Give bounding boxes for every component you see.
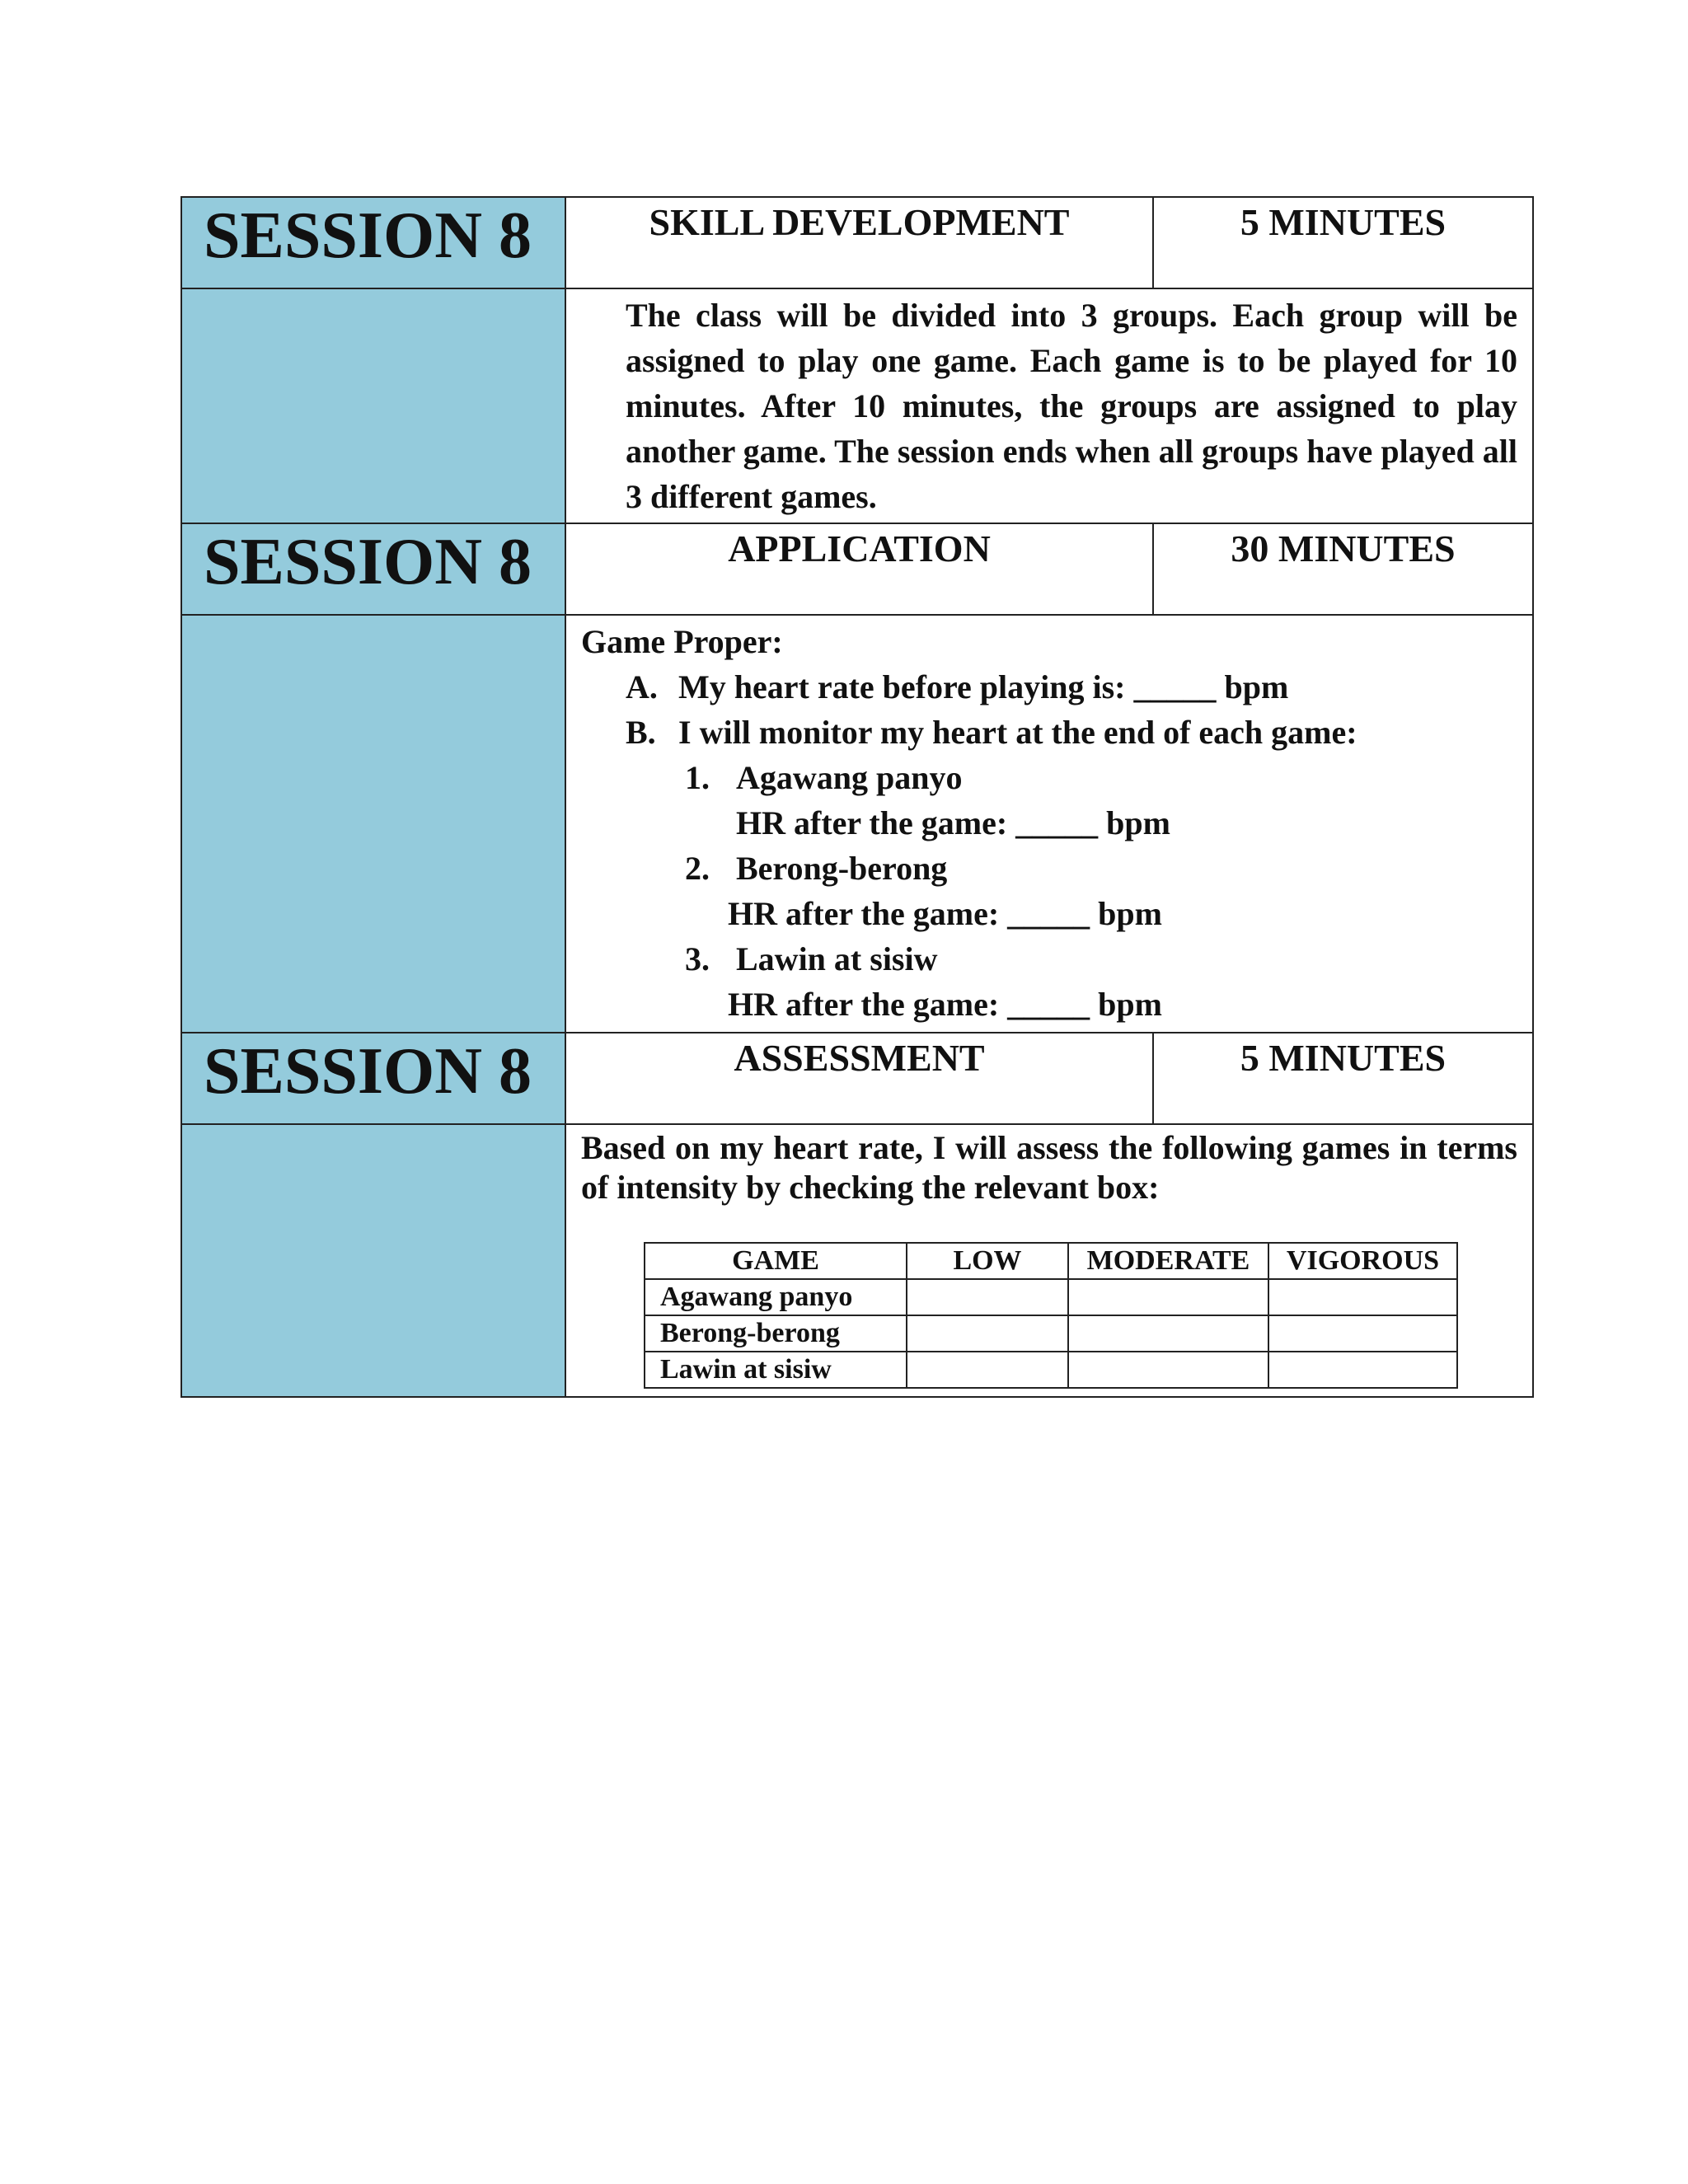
list-marker: B.	[626, 714, 656, 751]
moderate-checkbox-cell[interactable]	[1068, 1279, 1268, 1315]
assessment-body-row	[181, 1124, 1533, 1397]
application-title: APPLICATION	[728, 527, 991, 569]
game-item-3	[581, 936, 1517, 982]
intensity-checklist-table	[644, 1242, 1458, 1389]
section-title-cell	[565, 1033, 1153, 1124]
intensity-header-row	[645, 1243, 1457, 1279]
heart-rate-before-item	[581, 664, 1517, 710]
table-row	[645, 1279, 1457, 1315]
session-label: SESSION 8	[204, 1035, 532, 1108]
lesson-plan-table	[181, 196, 1534, 1398]
game-name: Agawang panyo	[736, 759, 963, 796]
skill-development-body-cell	[565, 288, 1533, 523]
game-item-2	[581, 846, 1517, 891]
assessment-title: ASSESSMENT	[734, 1037, 985, 1079]
game-name: Lawin at sisiw	[736, 940, 938, 977]
vigorous-checkbox-cell[interactable]	[1268, 1315, 1457, 1352]
application-body-cell	[565, 615, 1533, 1033]
game-name-cell: Lawin at sisiw	[645, 1352, 907, 1388]
monitor-heart-item	[581, 710, 1517, 755]
list-marker: 2.	[685, 850, 710, 887]
session-label: SESSION 8	[204, 199, 532, 272]
session-label-cell	[181, 1033, 565, 1124]
vigorous-checkbox-cell[interactable]	[1268, 1279, 1457, 1315]
list-marker: 3.	[685, 940, 710, 977]
game-proper-block	[566, 616, 1532, 1032]
game-name-cell: Agawang panyo	[645, 1279, 907, 1315]
section-duration-cell	[1153, 197, 1533, 288]
game-name-cell: Berong-berong	[645, 1315, 907, 1352]
assessment-header-row	[181, 1033, 1533, 1124]
application-body-row	[181, 615, 1533, 1033]
low-checkbox-cell[interactable]	[907, 1279, 1068, 1315]
table-row	[645, 1352, 1457, 1388]
session-label-cell	[181, 523, 565, 615]
moderate-checkbox-cell[interactable]	[1068, 1315, 1268, 1352]
application-duration: 30 MINUTES	[1231, 527, 1456, 569]
assessment-body-cell	[565, 1124, 1533, 1397]
heart-rate-before-text: My heart rate before playing is: _____ bpm	[678, 668, 1289, 705]
session-blank-cell	[181, 1124, 565, 1397]
hr-after-game-2: HR after the game: _____ bpm	[728, 895, 1162, 932]
skill-development-text: The class will be divided into 3 groups. Each group will be assigned to play one game. Each game is to be played for 10 minutes. After 10 minutes, the groups are assigned to play another game. The session ends when all groups have played all 3 different games.	[626, 297, 1517, 515]
session-label-cell	[181, 197, 565, 288]
hr-after-game-3: HR after the game: _____ bpm	[728, 986, 1162, 1023]
skill-development-header-row	[181, 197, 1533, 288]
assessment-prompt: Based on my heart rate, I will assess the following games in terms of intensity by checking the relevant box:	[581, 1129, 1517, 1206]
session-blank-cell	[181, 615, 565, 1033]
game-proper-heading: Game Proper:	[581, 623, 783, 660]
moderate-checkbox-cell[interactable]	[1068, 1352, 1268, 1388]
list-marker: 1.	[685, 759, 710, 796]
column-header-low: LOW	[907, 1243, 1068, 1279]
low-checkbox-cell[interactable]	[907, 1352, 1068, 1388]
monitor-heart-text: I will monitor my heart at the end of each game:	[678, 714, 1357, 751]
game-name: Berong-berong	[736, 850, 948, 887]
vigorous-checkbox-cell[interactable]	[1268, 1352, 1457, 1388]
skill-development-body-row	[181, 288, 1533, 523]
application-header-row	[181, 523, 1533, 615]
skill-development-title: SKILL DEVELOPMENT	[649, 201, 1070, 243]
hr-after-game-1: HR after the game: _____ bpm	[736, 804, 1170, 841]
session-label: SESSION 8	[204, 526, 532, 598]
section-title-cell	[565, 523, 1153, 615]
list-marker: A.	[626, 668, 658, 705]
section-duration-cell	[1153, 523, 1533, 615]
game-item-1	[581, 755, 1517, 800]
column-header-vigorous: VIGOROUS	[1268, 1243, 1457, 1279]
assessment-duration: 5 MINUTES	[1240, 1037, 1447, 1079]
skill-development-duration: 5 MINUTES	[1240, 201, 1447, 243]
section-duration-cell	[1153, 1033, 1533, 1124]
column-header-moderate: MODERATE	[1068, 1243, 1268, 1279]
section-title-cell	[565, 197, 1153, 288]
column-header-game: GAME	[645, 1243, 907, 1279]
table-row	[645, 1315, 1457, 1352]
low-checkbox-cell[interactable]	[907, 1315, 1068, 1352]
assessment-block	[566, 1125, 1532, 1389]
session-blank-cell	[181, 288, 565, 523]
